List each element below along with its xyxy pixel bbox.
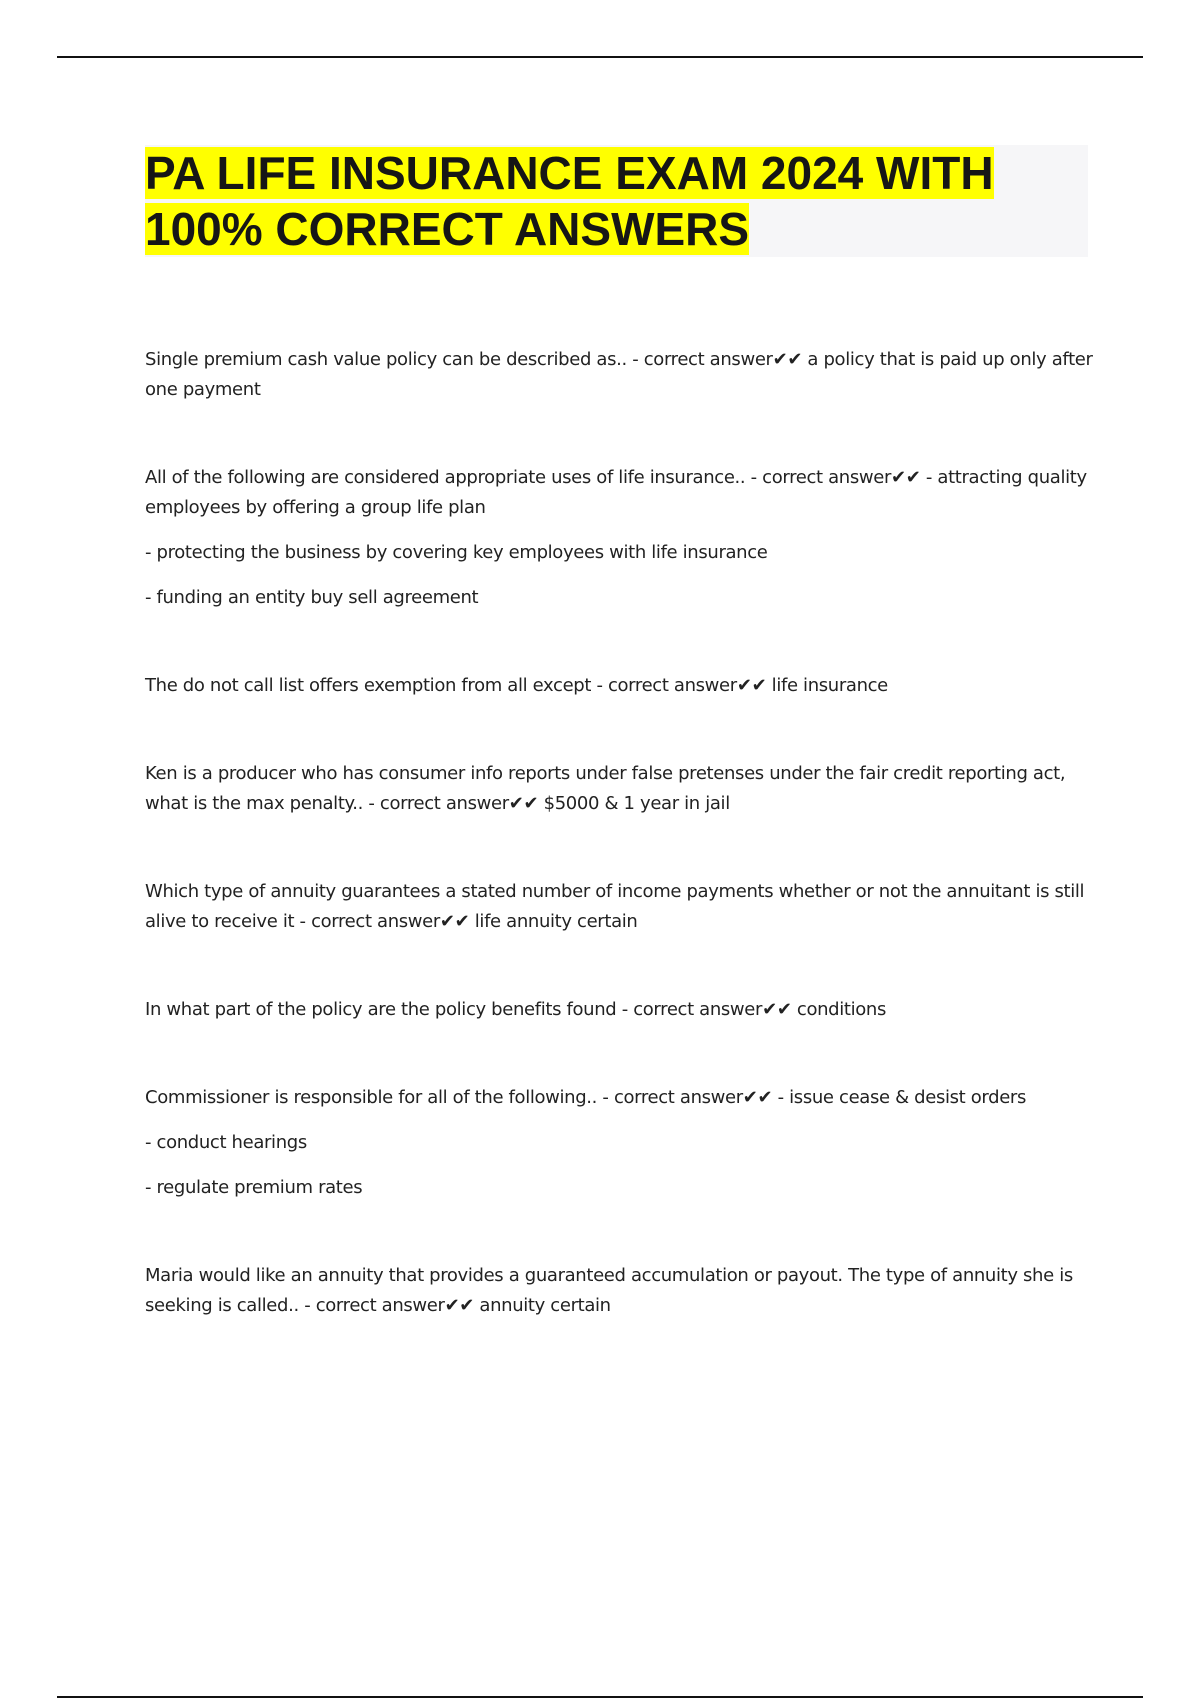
- question-7: Commissioner is responsible for all of the following.. - correct answer✔✔ - issue cease & desist orders: [145, 1087, 1027, 1108]
- title-line-2: 100% CORRECT ANSWERS: [145, 203, 750, 255]
- question-4: Ken is a producer who has consumer info reports under false pretenses under the fair credit reporting act, what is the max penalty.. - correct answer✔✔ $5000 & 1 year in jail: [145, 763, 1066, 814]
- title-block: [145, 145, 1088, 257]
- question-6: In what part of the policy are the policy benefits found - correct answer✔✔ conditions: [145, 999, 887, 1020]
- question-1: Single premium cash value policy can be described as.. - correct answer✔✔ a policy that is paid up only after one payment: [145, 349, 1093, 400]
- question-2-subitem-2: - funding an entity buy sell agreement: [145, 587, 479, 608]
- question-7-subitem-1: - conduct hearings: [145, 1132, 307, 1153]
- question-3: The do not call list offers exemption from all except - correct answer✔✔ life insurance: [145, 675, 888, 696]
- question-list: [145, 345, 1095, 1321]
- title-line-1: PA LIFE INSURANCE EXAM 2024 WITH: [145, 147, 994, 199]
- question-7-subitem-2: - regulate premium rates: [145, 1177, 363, 1198]
- bottom-rule: [57, 1696, 1143, 1698]
- question-2-subitem-1: - protecting the business by covering key employees with life insurance: [145, 542, 768, 563]
- question-2: All of the following are considered appropriate uses of life insurance.. - correct answer✔✔ - attracting quality employees by offering a group life plan: [145, 467, 1087, 518]
- question-8: Maria would like an annuity that provides a guaranteed accumulation or payout. The type of annuity she is seeking is called.. - correct answer✔✔ annuity certain: [145, 1265, 1073, 1316]
- top-rule: [57, 56, 1143, 58]
- question-5: Which type of annuity guarantees a stated number of income payments whether or not the annuitant is still alive to receive it - correct answer✔✔ life annuity certain: [145, 881, 1085, 932]
- page-title: [145, 145, 1088, 257]
